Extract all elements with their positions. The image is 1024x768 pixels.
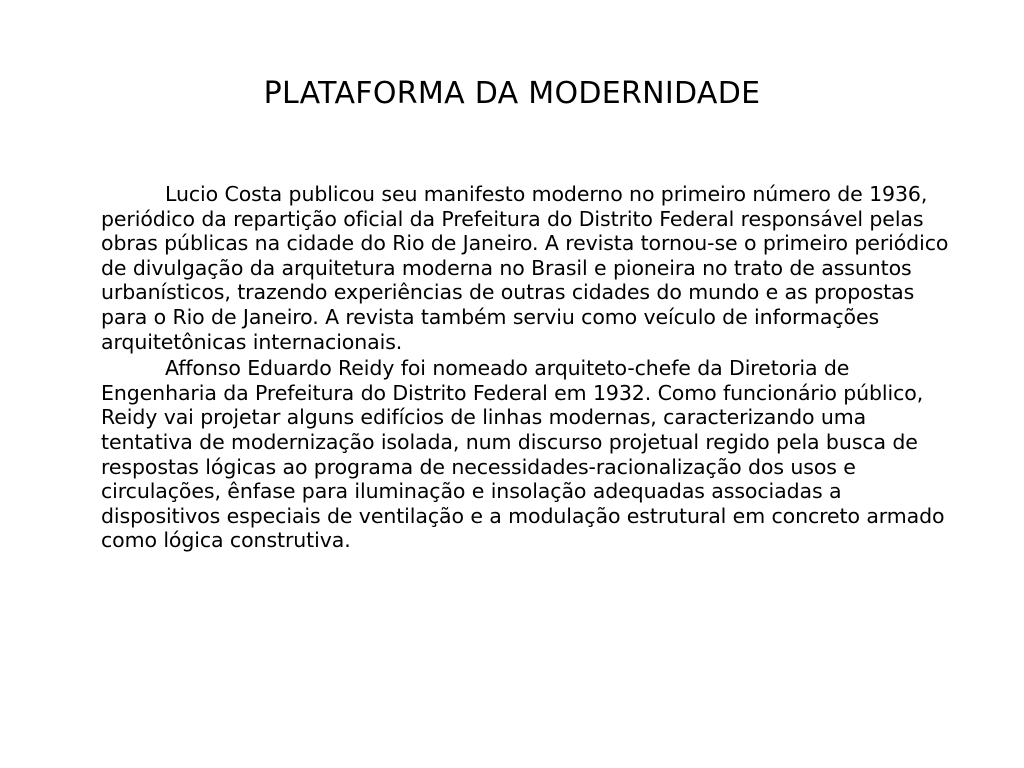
paragraph-lucio-costa: Lucio Costa publicou seu manifesto moderno no primeiro número de 1936, periódico da repartição oficial da Prefeitura do Distrito Federal responsável pelas obras públicas na cidade do Rio de Janeiro. A revista tornou-se o primeiro periódico de divulgação da arquitetura moderna no Brasil e pioneira no trato de assuntos urbanísticos, trazendo experiências de outras cidades do mundo e as propostas para o Rio de Janeiro. A revista também serviu como veículo de informações arquitetônicas internacionais. [101,182,949,354]
slide-body [101,182,961,553]
paragraph-affonso-reidy: Affonso Eduardo Reidy foi nomeado arquiteto-chefe da Diretoria de Engenharia da Prefeitura do Distrito Federal em 1932. Como funcionário público, Reidy vai projetar alguns edifícios de linhas modernas, caracterizando uma tentativa de modernização isolada, num discurso projetual regido pela busca de respostas lógicas ao programa de necessidades-racionalização dos usos e circulações, ênfase para iluminação e insolação adequadas associadas a dispositivos especiais de ventilação e a modulação estrutural em concreto armado como lógica construtiva. [101,356,945,553]
slide-title: PLATAFORMA DA MODERNIDADE [263,76,761,111]
